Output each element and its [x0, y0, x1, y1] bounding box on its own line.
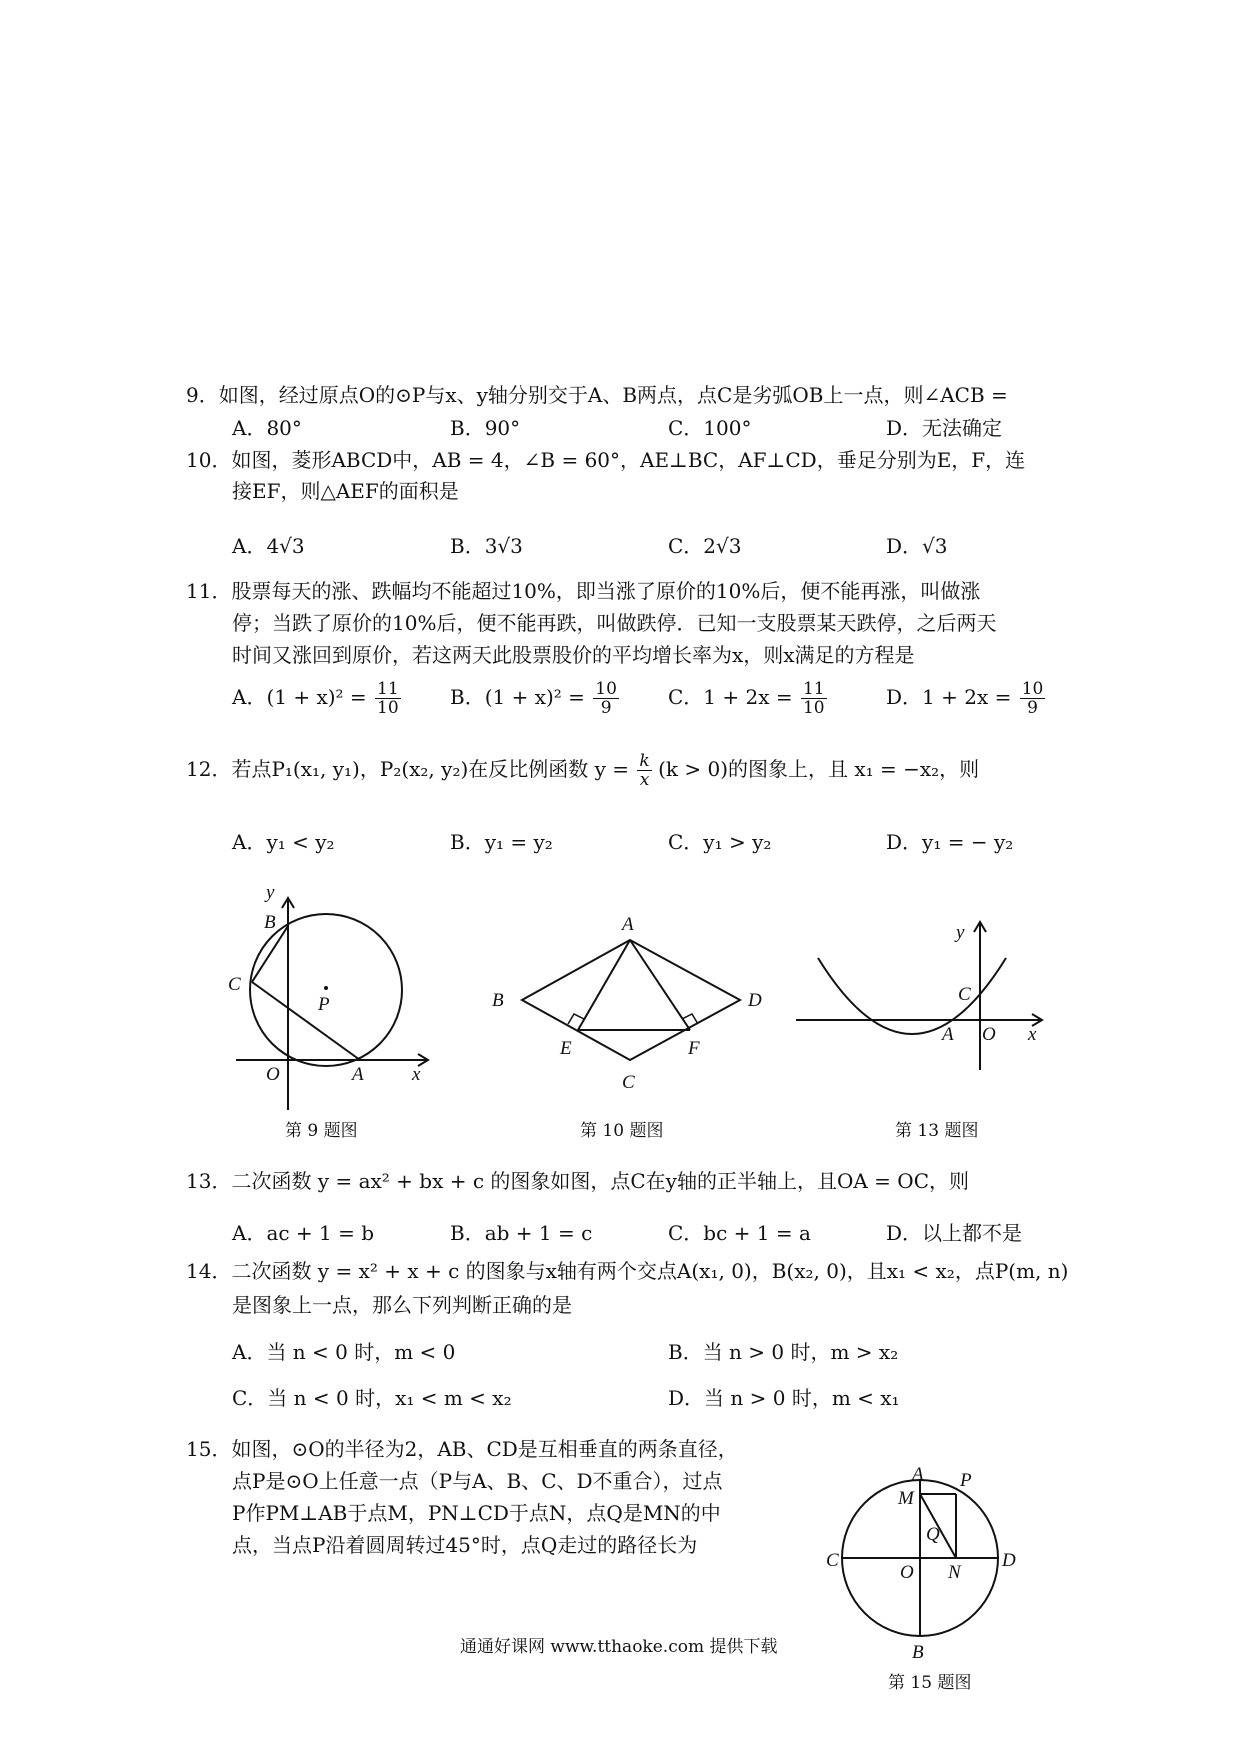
- fig15-label-a: A: [912, 1464, 924, 1485]
- fig13-label-a: A: [942, 1024, 954, 1045]
- fig10-label-a: A: [622, 914, 634, 935]
- q10-option-a: A．4√3: [232, 534, 305, 558]
- q11-option-c-lhs: C．1 + 2x =: [668, 685, 793, 709]
- q11-stem-line2: 停；当跌了原价的10%后，便不能再跌，叫做跌停．已知一支股票某天跌停，之后两天: [232, 611, 997, 635]
- q14-stem-line2: 是图象上一点，那么下列判断正确的是: [232, 1293, 572, 1317]
- fig9-label-a: A: [352, 1064, 364, 1085]
- q15-stem-line2: 点P是⊙O上任意一点（P与A、B、C、D不重合），过点: [232, 1469, 723, 1493]
- fig10-label-f: F: [688, 1038, 700, 1059]
- q12-fraction-numerator: k: [639, 751, 650, 771]
- q10-stem-line2: 接EF，则△AEF的面积是: [232, 479, 459, 503]
- q12-option-a: A．y₁ < y₂: [232, 830, 335, 854]
- fig9-label-o: O: [266, 1064, 280, 1085]
- q13-stem: 13．二次函数 y = ax² + bx + c 的图象如图，点C在y轴的正半轴上，且OA = OC，则: [186, 1169, 969, 1193]
- q13-option-c: C．bc + 1 = a: [668, 1221, 811, 1245]
- q10-option-d: D．√3: [886, 534, 948, 558]
- q11-stem-line1: 11．股票每天的涨、跌幅均不能超过10%，即当涨了原价的10%后，便不能再涨，叫做涨: [186, 579, 981, 603]
- fig10-label-e: E: [560, 1038, 572, 1059]
- q12-option-b: B．y₁ = y₂: [450, 830, 553, 854]
- fig9-label-p: P: [318, 994, 330, 1015]
- q11-option-b-numerator: 10: [595, 679, 617, 699]
- q13-option-b: B．ab + 1 = c: [450, 1221, 593, 1245]
- q13-option-d: D．以上都不是: [886, 1221, 1023, 1245]
- q14-option-a: A．当 n < 0 时，m < 0: [232, 1340, 456, 1364]
- q11-option-d-denominator: 9: [1027, 698, 1038, 718]
- q9-option-d: D．无法确定: [886, 416, 1003, 440]
- q10-stem-line1: 10．如图，菱形ABCD中，AB = 4，∠B = 60°，AE⊥BC，AF⊥CD，垂足分别为E，F，连: [186, 448, 1026, 472]
- q11-option-d-lhs: D．1 + 2x =: [886, 685, 1012, 709]
- fig9-label-x: x: [412, 1064, 421, 1085]
- fig10-label-c: C: [622, 1072, 635, 1093]
- q11-option-a-denominator: 10: [377, 698, 399, 718]
- q11-option-b-lhs: B．(1 + x)² =: [450, 685, 585, 709]
- q11-stem-line3: 时间又涨回到原价，若这两天此股票股价的平均增长率为x，则x满足的方程是: [232, 643, 915, 667]
- q15-stem-line4: 点，当点P沿着圆周转过45°时，点Q走过的路径长为: [232, 1533, 698, 1557]
- fig13-label-y: y: [956, 922, 965, 943]
- fig15-caption: 第 15 题图: [888, 1673, 972, 1693]
- q13-option-a: A．ac + 1 = b: [232, 1221, 375, 1245]
- q14-option-c: C．当 n < 0 时，x₁ < m < x₂: [232, 1386, 512, 1410]
- fig15-label-d: D: [1002, 1550, 1016, 1571]
- q12-stem-part1: 12．若点P₁(x₁, y₁)，P₂(x₂, y₂)在反比例函数 y =: [186, 757, 630, 781]
- q12-option-d: D．y₁ = − y₂: [886, 830, 1014, 854]
- fig13-caption: 第 13 题图: [895, 1121, 979, 1141]
- q9-stem: 9．如图，经过原点O的⊙P与x、y轴分别交于A、B两点，点C是劣弧OB上一点，则∠ACB =: [186, 383, 1008, 407]
- fig9-label-b: B: [264, 912, 276, 933]
- fig9-label-y: y: [266, 882, 275, 903]
- fig15-label-c: C: [826, 1550, 839, 1571]
- fig10-label-b: B: [492, 990, 504, 1011]
- q14-option-b: B．当 n > 0 时，m > x₂: [668, 1340, 899, 1364]
- fig13-label-x: x: [1028, 1024, 1037, 1045]
- q11-option-c-denominator: 10: [802, 698, 825, 718]
- fig15-label-o: O: [900, 1562, 914, 1583]
- q9-option-b: B．90°: [450, 416, 521, 440]
- q14-stem-line1: 14．二次函数 y = x² + x + c 的图象与x轴有两个交点A(x₁, 0)，B(x₂, 0)，且x₁ < x₂，点P(m, n): [186, 1259, 1069, 1283]
- fig9-caption: 第 9 题图: [285, 1121, 358, 1141]
- q12-fraction-denominator: x: [639, 770, 650, 790]
- fig15-label-m: M: [898, 1488, 914, 1509]
- fig9-label-c: C: [228, 974, 241, 995]
- q10-option-c: C．2√3: [668, 534, 742, 558]
- q11-option-d-numerator: 10: [1021, 679, 1044, 699]
- footer-source: 通通好课网 www.tthaoke.com 提供下载: [460, 1637, 778, 1657]
- q9-option-a: A．80°: [232, 416, 302, 440]
- q15-stem-line1: 15．如图，⊙O的半径为2，AB、CD是互相垂直的两条直径，: [186, 1437, 738, 1461]
- fig13-label-c: C: [958, 984, 971, 1005]
- q14-option-d: D．当 n > 0 时，m < x₁: [668, 1386, 900, 1410]
- fig15-label-n: N: [948, 1562, 961, 1583]
- q15-stem-line3: P作PM⊥AB于点M，PN⊥CD于点N，点Q是MN的中: [232, 1501, 721, 1525]
- q12-stem-part2: (k > 0)的图象上，且 x₁ = −x₂，则: [658, 757, 980, 781]
- fig10-caption: 第 10 题图: [580, 1121, 664, 1141]
- q11-option-a-lhs: A．(1 + x)² =: [232, 685, 367, 709]
- fig15-label-p: P: [960, 1470, 972, 1491]
- q9-option-c: C．100°: [668, 416, 752, 440]
- fig10-label-d: D: [748, 990, 762, 1011]
- fig15-label-q: Q: [926, 1524, 940, 1545]
- q11-option-b-denominator: 9: [600, 698, 612, 718]
- fig13-label-o: O: [982, 1024, 996, 1045]
- fig15-label-b: B: [912, 1642, 924, 1663]
- q11-option-a-numerator: 11: [377, 679, 399, 699]
- q10-option-b: B．3√3: [450, 534, 523, 558]
- q12-option-c: C．y₁ > y₂: [668, 830, 772, 854]
- q11-option-c-numerator: 11: [802, 679, 825, 699]
